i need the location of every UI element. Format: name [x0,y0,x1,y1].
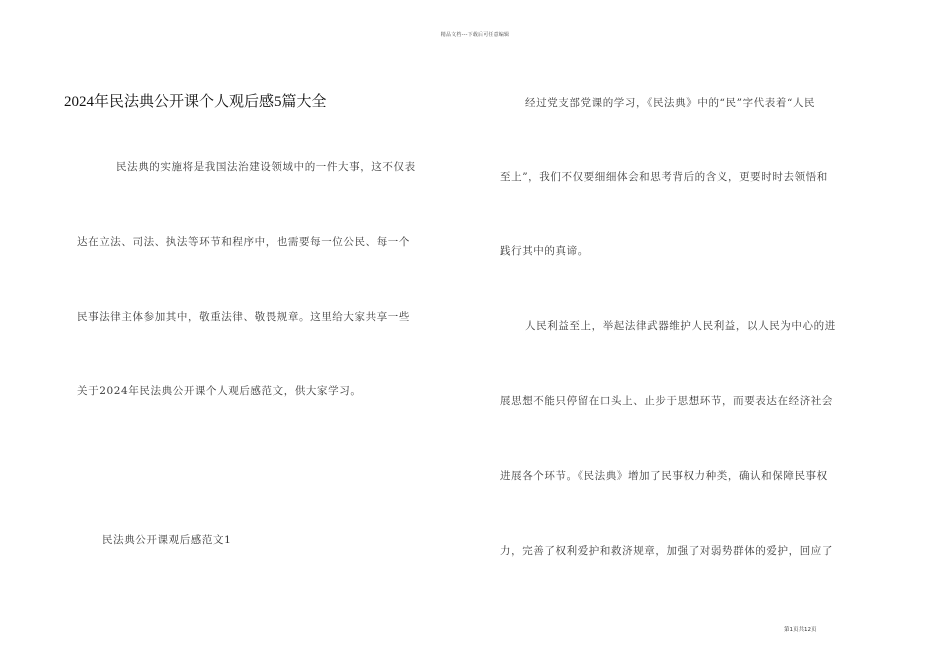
right-paragraph-line: 践行其中的真谛。 [500,245,589,257]
essay-subheading: 民法典公开课观后感范文1 [102,534,232,546]
right-paragraph-line: 至上”，我们不仅要细细体会和思考背后的含义，更要时时去领悟和 [500,171,828,183]
left-paragraph-line: 达在立法、司法、执法等环节和程序中，也需要每一位公民、每一个 [77,236,410,248]
header-note: 精品文档---下载后可任意编辑 [440,32,510,38]
right-paragraph-line: 人民利益至上，举起法律武器维护人民利益，以人民为中心的进 [525,320,836,332]
right-paragraph-line: 经过党支部党课的学习，《民法典》中的“民”字代表着“人民 [525,97,816,109]
left-paragraph-line: 民事法律主体参加其中，敬重法律、敬畏规章。这里给大家共享一些 [77,311,410,323]
left-paragraph-line: 关于2024年民法典公开课个人观后感范文，供大家学习。 [77,385,362,397]
right-paragraph-line: 展思想不能只停留在口头上、止步于思想环节，而要表达在经济社会 [500,395,833,407]
right-paragraph-line: 力，完善了权利爱护和救济规章，加强了对弱势群体的爱护，回应了 [500,545,833,557]
left-paragraph-line: 民法典的实施将是我国法治建设领域中的一件大事，这不仅表 [116,161,416,173]
right-paragraph-line: 进展各个环节。《民法典》增加了民事权力种类，确认和保障民事权 [500,470,828,482]
document-title: 2024年民法典公开课个人观后感5篇大全 [64,94,327,110]
page-number: 第1页共12页 [784,627,817,633]
